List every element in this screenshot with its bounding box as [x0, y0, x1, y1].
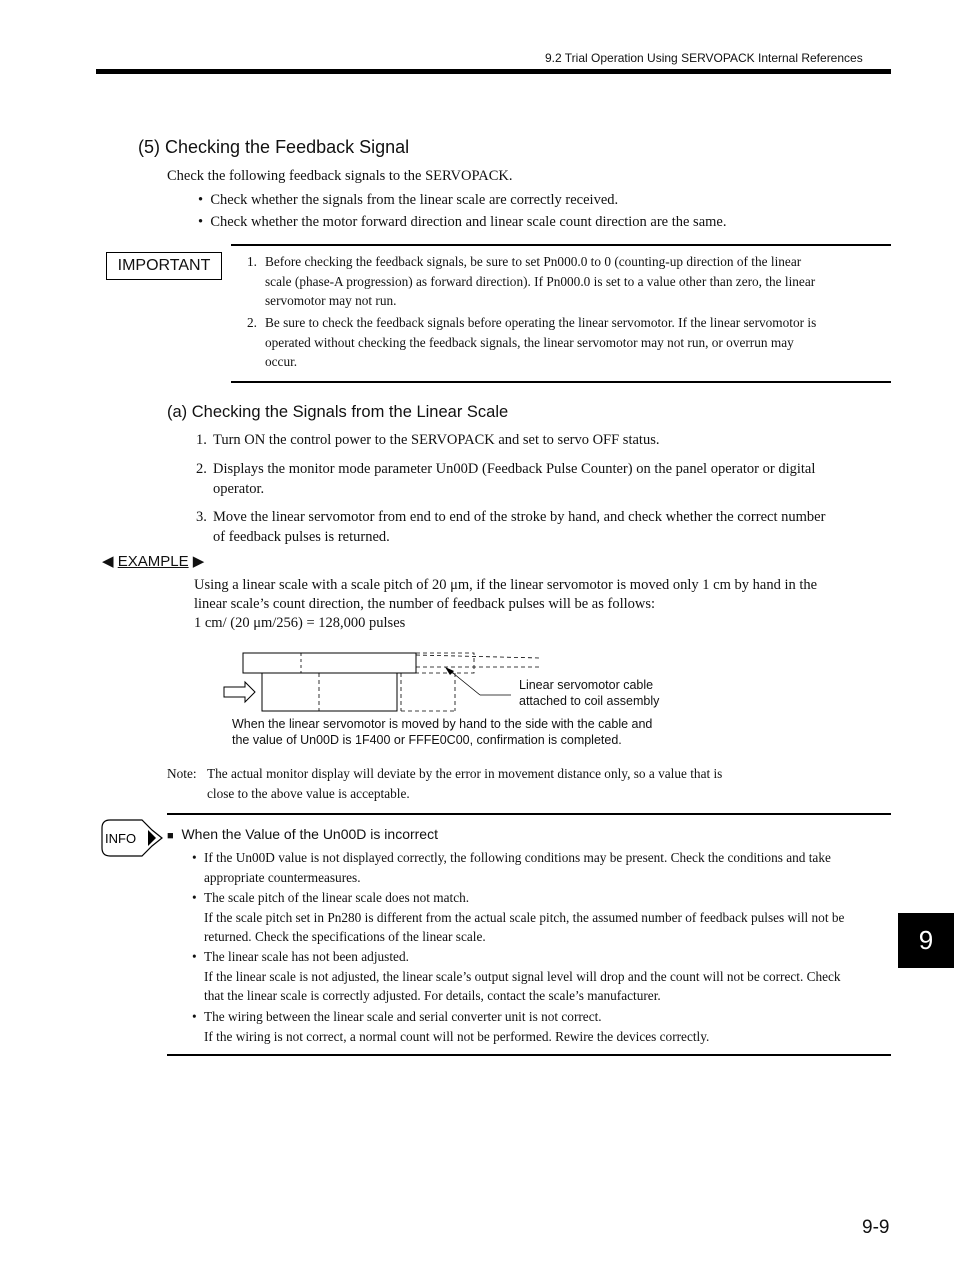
- square-bullet-icon: ■: [167, 830, 174, 842]
- example-label: ◀ EXAMPLE ▶: [102, 553, 205, 570]
- info-bullet: The wiring between the linear scale and serial converter unit is not correct. If the wiring is not correct, a normal count will not be performed. Rewire the devices correctly.: [204, 1009, 710, 1044]
- note-text: The actual monitor display will deviate by the error in movement distance only, so a value that is close to the above value is acceptable.: [207, 766, 723, 801]
- step-text: Move the linear servomotor from end to end of the stroke by hand, and check whether the correct number of feedback pulses is returned.: [213, 509, 826, 545]
- note-prefix: Note:: [167, 766, 197, 781]
- magnetic-way: [262, 673, 397, 711]
- left-triangle-icon: ◀: [102, 553, 114, 570]
- step-number: 2.: [196, 461, 207, 477]
- section-bullet: • Check whether the motor forward direction and linear scale count direction are the same.: [198, 214, 727, 230]
- direction-arrow-icon: [224, 682, 255, 702]
- info-bottom-rule: [167, 1054, 891, 1056]
- info-bullet-mark: •: [192, 949, 197, 964]
- info-title: ■ When the Value of the Un00D is incorrect: [167, 826, 438, 842]
- important-bottom-rule: [231, 381, 891, 383]
- info-bullet-mark: •: [192, 850, 197, 865]
- important-top-rule: [231, 244, 891, 246]
- info-top-rule: [167, 813, 891, 815]
- coil-assembly: [243, 653, 416, 673]
- info-bullet: If the Un00D value is not displayed correctly, the following conditions may be present. Check the conditions and take appropriate countermeasures.: [204, 850, 831, 885]
- step-text: Displays the monitor mode parameter Un00D (Feedback Pulse Counter) on the panel operator or digital operator.: [213, 461, 816, 497]
- info-bullet-mark: •: [192, 890, 197, 905]
- figure-caption: When the linear servomotor is moved by hand to the side with the cable and the value of Un00D is 1F400 or FFFE0C00, confirmation is completed.: [232, 717, 653, 747]
- page-number: 9-9: [862, 1217, 890, 1238]
- info-bullet-mark: •: [192, 1009, 197, 1024]
- important-item-2: 2.: [247, 315, 257, 330]
- step-number: 1.: [196, 432, 207, 448]
- section-heading: (5) Checking the Feedback Signal: [138, 137, 410, 157]
- linear-servomotor-figure: [215, 645, 555, 720]
- important-item-1-text: Before checking the feedback signals, be sure to set Pn000.0 to 0 (counting-up direction of the linear scale (phase-A progression) as forward direction). If Pn000.0 is set to a value other than zero, the linear servomotor may not run.: [265, 254, 816, 308]
- step-number: 3.: [196, 509, 207, 525]
- step-text: Turn ON the control power to the SERVOPACK and set to servo OFF status.: [213, 432, 660, 448]
- dashed-line: [416, 655, 540, 658]
- running-header: 9.2 Trial Operation Using SERVOPACK Internal References: [545, 51, 863, 65]
- important-item-1: 1.: [247, 254, 257, 269]
- info-bullet: The linear scale has not been adjusted. If the linear scale is not adjusted, the linear scale’s output signal level will drop and the count will not be correct. Check that the linear scale is correctly adjusted. For details, contact the scale’s manufacturer.: [204, 949, 841, 1003]
- info-icon: [100, 818, 164, 858]
- example-text: Using a linear scale with a scale pitch of 20 μm, if the linear servomotor is moved only 1 cm by hand in the linear scale’s count direction, the number of feedback pulses will be as follows: 1 cm/ (20 μm/256) = 128,000 pulses: [194, 577, 818, 631]
- chapter-tab: 9: [898, 913, 954, 968]
- svg-text:INFO: INFO: [105, 831, 137, 846]
- important-label: IMPORTANT: [106, 252, 222, 280]
- info-bullet: The scale pitch of the linear scale does not match. If the scale pitch set in Pn280 is different from the actual scale pitch, the assumed number of feedback pulses will not be returned. Check the specifications of the linear scale.: [204, 890, 845, 944]
- section-intro: Check the following feedback signals to the SERVOPACK.: [167, 168, 513, 184]
- subsection-heading: (a) Checking the Signals from the Linear Scale: [167, 403, 509, 421]
- header-rule: [96, 69, 891, 74]
- figure-callout: Linear servomotor cable attached to coil assembly: [519, 678, 660, 708]
- callout-arrowhead-icon: [445, 667, 454, 675]
- important-item-2-text: Be sure to check the feedback signals before operating the linear servomotor. If the linear servomotor is operated without checking the feedback signals, the linear servomotor may not run, or overrun may occur.: [265, 315, 817, 369]
- section-bullet: • Check whether the signals from the linear scale are correctly received.: [198, 192, 619, 208]
- right-triangle-icon: ▶: [192, 553, 205, 570]
